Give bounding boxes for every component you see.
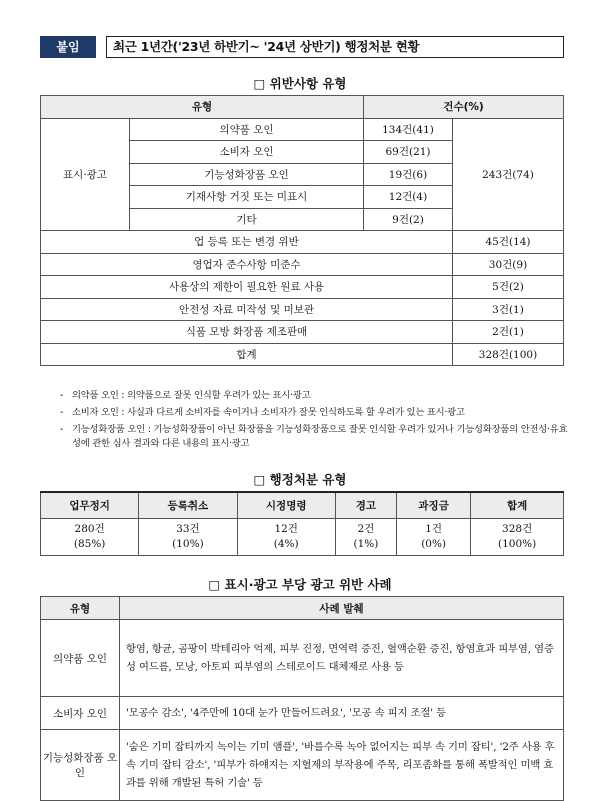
group-label: 표시·광고 — [41, 118, 130, 231]
column-header: 유형 — [41, 597, 120, 620]
note-dash: - — [60, 390, 64, 401]
table-row — [41, 321, 564, 344]
row-count: 12건(4) — [364, 186, 453, 209]
document-title: 최근 1년간('23년 하반기~ '24년 상반기) 행정처분 현황 — [106, 36, 564, 58]
table-row — [41, 231, 564, 254]
row-label: 식품 모방 화장품 제조판매 — [41, 321, 453, 344]
action-cell — [139, 519, 237, 556]
violation-types-table — [40, 95, 564, 366]
table-row — [41, 697, 564, 730]
attachment-badge: 붙임 — [40, 36, 96, 58]
table-row — [41, 276, 564, 299]
row-count: 5건(2) — [453, 276, 564, 299]
column-header: 과징금 — [396, 492, 470, 519]
action-percent: (10%) — [172, 538, 204, 550]
definition-notes — [60, 389, 570, 451]
note-dash: - — [60, 424, 64, 435]
action-cell — [41, 519, 139, 556]
column-header: 합계 — [471, 492, 564, 519]
column-header: 등록취소 — [139, 492, 237, 519]
table-row — [41, 118, 564, 141]
action-cell — [471, 519, 564, 556]
admin-actions-table — [40, 491, 564, 556]
table-header-row — [41, 96, 564, 119]
column-header: 사례 발췌 — [120, 597, 564, 620]
row-label: 기타 — [130, 208, 364, 231]
case-excerpt: 항염, 항균, 곰팡이 박테리아 억제, 피부 진정, 면역력 증진, 혈액순환 증진, 항염효과 피부염, 염증성 여드름, 모낭, 아토피 피부염의 스테로이드 대체제로 사용 등 — [120, 620, 564, 697]
table-header-row — [41, 492, 564, 519]
action-count: 12건 — [274, 523, 298, 535]
action-count: 2건 — [357, 523, 375, 535]
note-item — [60, 423, 570, 451]
column-header: 건수(%) — [364, 96, 564, 119]
action-cell — [396, 519, 470, 556]
table-row — [41, 298, 564, 321]
note-text: 의약품 오인 : 의약품으로 잘못 인식할 우려가 있는 표시·광고 — [72, 390, 311, 401]
row-count: 45건(14) — [453, 231, 564, 254]
group-total: 243건(74) — [453, 118, 564, 231]
action-count: 328건 — [502, 523, 533, 535]
table-row — [41, 253, 564, 276]
action-percent: (85%) — [73, 538, 106, 550]
row-label: 기재사항 거짓 또는 미표시 — [130, 186, 364, 209]
case-type: 기능성화장품 오인 — [41, 730, 120, 801]
column-header: 유형 — [41, 96, 364, 119]
action-count: 280건 — [74, 523, 105, 535]
ad-cases-table — [40, 596, 564, 801]
row-label: 안전성 자료 미작성 및 미보관 — [41, 298, 453, 321]
action-count: 33건 — [176, 523, 200, 535]
row-label: 의약품 오인 — [130, 118, 364, 141]
note-dash: - — [60, 407, 64, 418]
case-type: 의약품 오인 — [41, 620, 120, 697]
action-percent: (100%) — [498, 538, 537, 550]
action-percent: (0%) — [421, 538, 447, 550]
total-count: 328건(100) — [453, 343, 564, 366]
ad-cases-heading: □ 표시·광고 부당 광고 위반 사례 — [208, 577, 392, 592]
action-cell — [237, 519, 335, 556]
row-count: 3건(1) — [453, 298, 564, 321]
admin-actions-heading: □ 행정처분 유형 — [253, 472, 347, 487]
row-count: 9건(2) — [364, 208, 453, 231]
row-count: 2건(1) — [453, 321, 564, 344]
row-label: 사용상의 제한이 필요한 원료 사용 — [41, 276, 453, 299]
row-label: 소비자 오인 — [130, 141, 364, 164]
table-row — [41, 730, 564, 801]
row-count: 30건(9) — [453, 253, 564, 276]
row-count: 134건(41) — [364, 118, 453, 141]
action-cell — [335, 519, 396, 556]
action-percent: (1%) — [353, 538, 379, 550]
total-row — [41, 343, 564, 366]
case-excerpt: '모공수 감소', '4주만에 10대 눈가 만들어드려요', '모공 속 피지 조절' 등 — [120, 697, 564, 730]
total-label: 합계 — [41, 343, 453, 366]
case-excerpt: '숨은 기미 잡티까지 녹이는 기미 앰플', '바를수록 녹아 없어지는 피부 속 기미 잡티', '2주 사용 후 속 기미 잡티 감소', '피부가 하얘지는 지혈제의 부작용에 주목, 리포좀화를 통해 폭발적인 미백 효과를 위해 개발된 특허 기술' 등 — [120, 730, 564, 801]
action-percent: (4%) — [273, 538, 299, 550]
row-label: 업 등록 또는 변경 위반 — [41, 231, 453, 254]
column-header: 시정명령 — [237, 492, 335, 519]
row-label: 영업자 준수사항 미준수 — [41, 253, 453, 276]
action-count: 1건 — [425, 523, 443, 535]
table-row — [41, 620, 564, 697]
violation-types-heading: □ 위반사항 유형 — [253, 76, 347, 91]
note-item — [60, 389, 570, 403]
row-label: 기능성화장품 오인 — [130, 163, 364, 186]
note-item — [60, 406, 570, 420]
row-count: 69건(21) — [364, 141, 453, 164]
table-header-row — [41, 597, 564, 620]
note-text: 소비자 오인 : 사실과 다르게 소비자를 속이거나 소비자가 잘못 인식하도록 할 우려가 있는 표시·광고 — [72, 407, 465, 418]
document-header — [40, 36, 564, 58]
table-row — [41, 519, 564, 556]
note-text: 기능성화장품 오인 : 기능성화장품이 아닌 화장품을 기능성화장품으로 잘못 인식할 우려가 있거나 기능성화장품의 안전성·유효성에 관한 심사 결과와 다른 내용의 표시·광고 — [72, 424, 568, 449]
column-header: 경고 — [335, 492, 396, 519]
case-type: 소비자 오인 — [41, 697, 120, 730]
column-header: 업무정지 — [41, 492, 139, 519]
row-count: 19건(6) — [364, 163, 453, 186]
